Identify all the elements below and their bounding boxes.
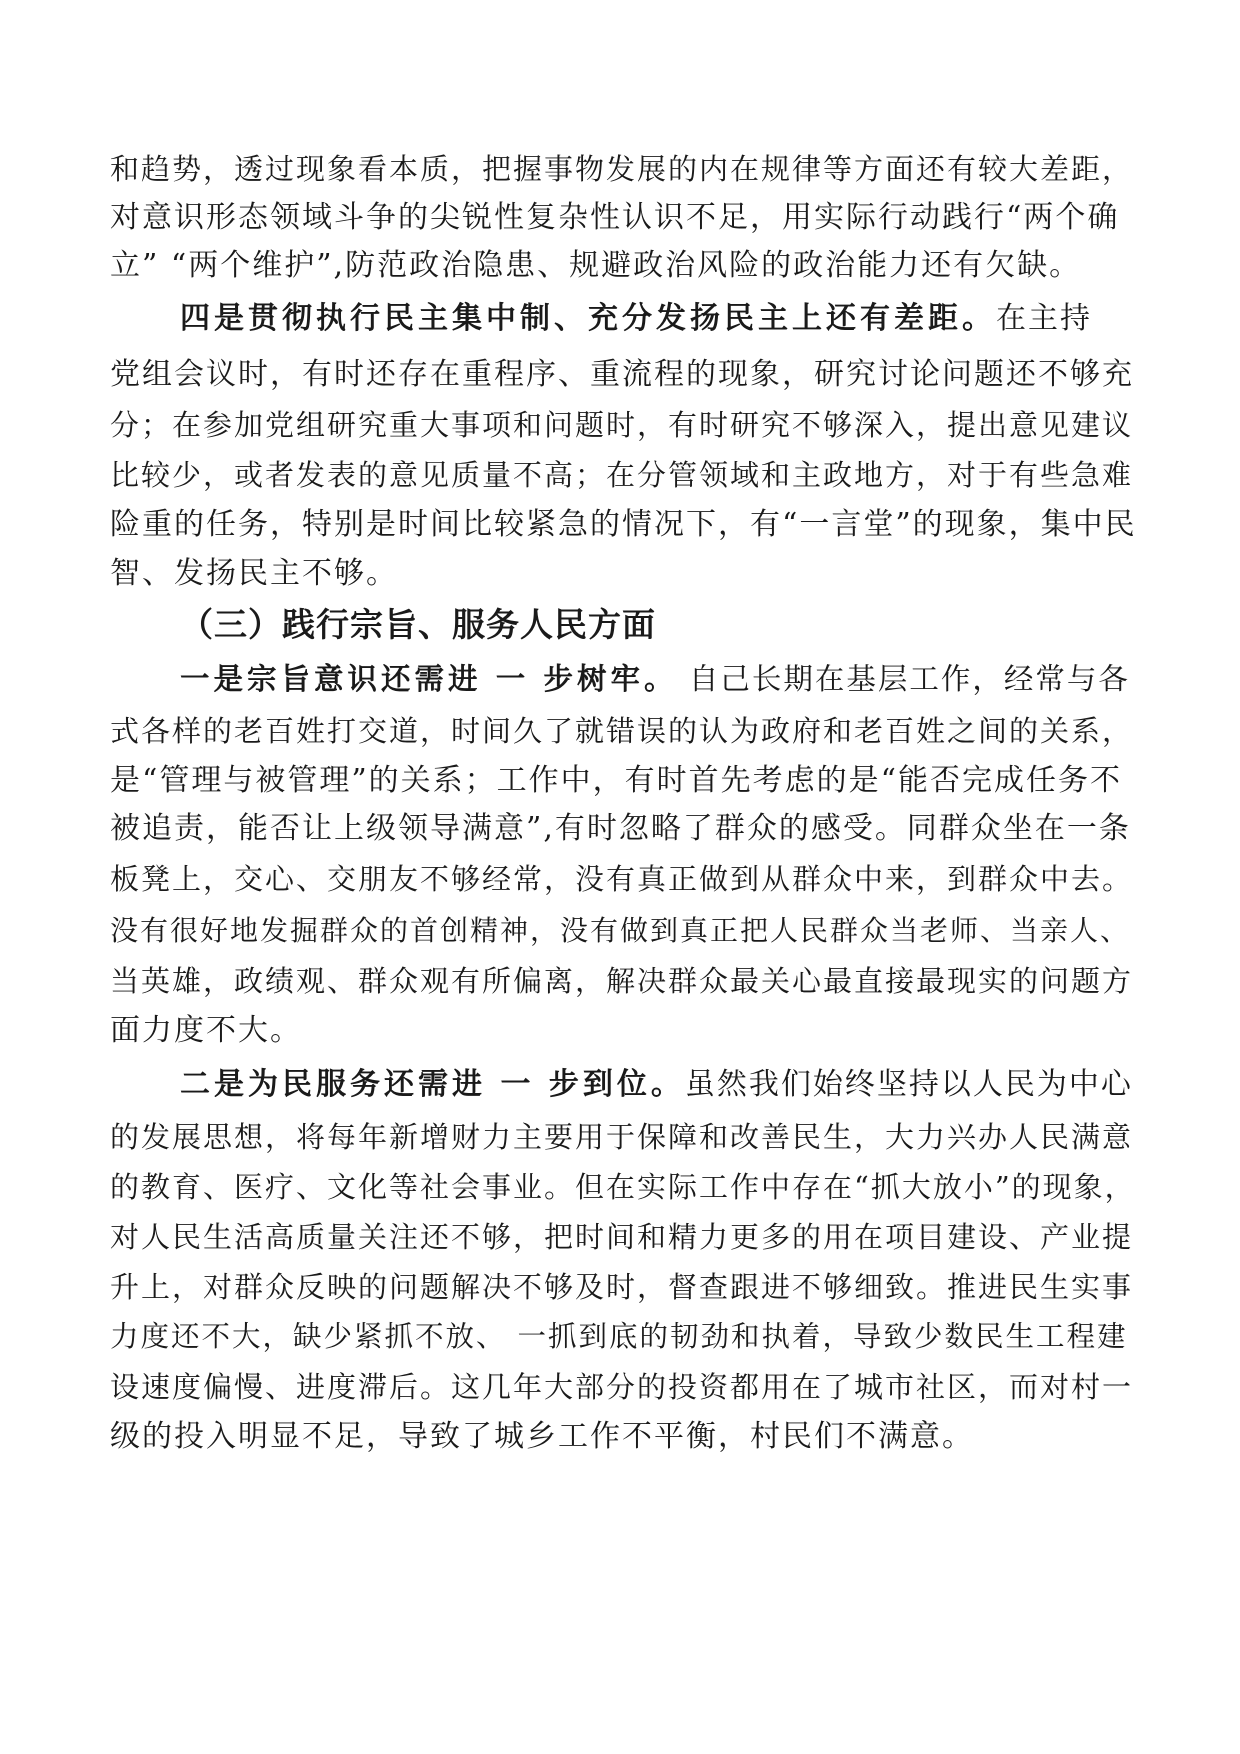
text-line: 升上，对群众反映的问题解决不够及时，督查跟进不够细致。推进民生实事 [110,1270,1134,1304]
text-line: 一是宗旨意识还需进 一 步树牢。 自己长期在基层工作，经常与各 [180,662,1130,696]
text-line: 和趋势，透过现象看本质，把握事物发展的内在规律等方面还有较大差距， [110,152,1134,186]
text-line: 被追责，能否让上级领导满意”,有时忽略了群众的感受。同群众坐在一条 [110,811,1131,846]
text-line: 二是为民服务还需进 一 步到位。虽然我们始终坚持以人民为中心 [180,1067,1133,1102]
bold-lead: 二是为民服务还需进 一 步到位。 [180,1067,685,1102]
text-line: 立” “两个维护”,防范政治隐患、规避政治风险的政治能力还有欠缺。 [110,248,1082,283]
text-line: 没有很好地发掘群众的首创精神，没有做到真正把人民群众当老师、当亲人、 [110,914,1131,947]
text-line: 比较少，或者发表的意见质量不高；在分管领域和主政地方，对于有些急难 [110,458,1134,492]
text-line: 智、发扬民主不够。 [110,556,398,591]
section-heading: （三）践行宗旨、服务人民方面 [180,605,656,644]
text-line: 险重的任务，特别是时间比较紧急的情况下，有“一言堂”的现象，集中民 [110,507,1137,542]
text-line: 对人民生活高质量关注还不够，把时间和精力更多的用在项目建设、产业提 [110,1220,1134,1254]
text-line: 级的投入明显不足，导致了城乡工作不平衡，村民们不满意。 [110,1419,974,1454]
text-line: 四是贯彻执行民主集中制、充分发扬民主上还有差距。在主持 [180,301,1092,336]
bold-lead: 一是宗旨意识还需进 一 步树牢。 [180,662,678,696]
text-line: 板凳上，交心、交朋友不够经常，没有真正做到从群众中来，到群众中去。 [110,862,1134,896]
text-line: 面力度不大。 [110,1013,302,1048]
bold-lead: 四是贯彻执行民主集中制、充分发扬民主上还有差距。 [180,301,996,336]
text-line: 的发展思想，将每年新增财力主要用于保障和改善民生，大力兴办人民满意 [110,1120,1134,1154]
text-line: 分；在参加党组研究重大事项和问题时，有时研究不够深入，提出意见建议 [110,408,1134,442]
text-line: 当英雄，政绩观、群众观有所偏离，解决群众最关心最直接最现实的问题方 [110,964,1134,998]
text-line: 的教育、医疗、文化等社会事业。但在实际工作中存在“抓大放小”的现象， [110,1170,1136,1204]
text-line: 力度还不大，缺少紧抓不放、 一抓到底的韧劲和执着，导致少数民生工程建 [110,1320,1128,1353]
text-line: 是“管理与被管理”的关系；工作中，有时首先考虑的是“能否完成任务不 [110,763,1123,798]
text-line: 设速度偏慢、进度滞后。这几年大部分的投资都用在了城市社区，而对村一 [110,1370,1134,1404]
text-line: 式各样的老百姓打交道，时间久了就错误的认为政府和老百姓之间的关系， [110,714,1134,748]
text-line: 对意识形态领域斗争的尖锐性复杂性认识不足，用实际行动践行“两个确 [110,200,1120,235]
text-line: 党组会议时，有时还存在重程序、重流程的现象，研究讨论问题还不够充 [110,357,1134,392]
